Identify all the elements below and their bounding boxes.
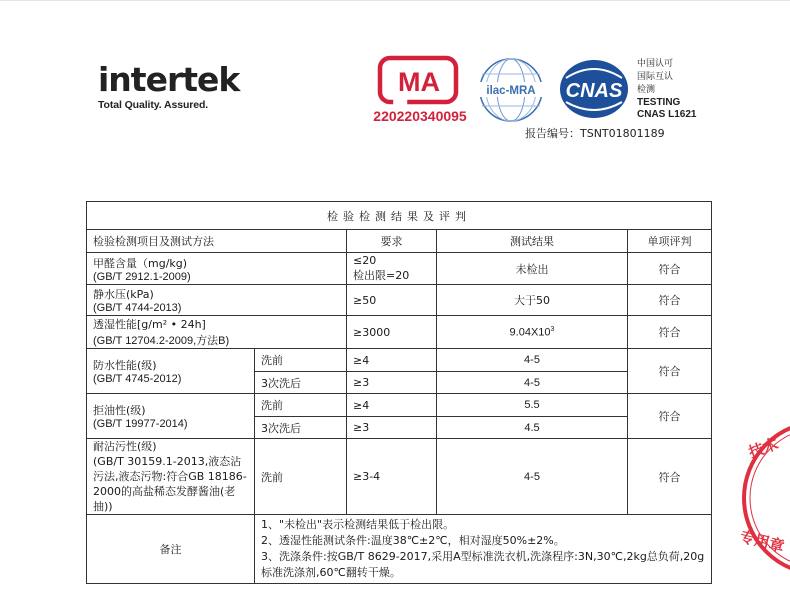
item-method: (GB/T 19977-2014)	[93, 418, 188, 430]
note-line-1: 1、"未检出"表示检测结果低于检出限。	[261, 518, 455, 531]
result-cell: 4-5	[437, 372, 628, 394]
item-name: 耐沾污性(级)	[93, 440, 157, 453]
item-cell	[87, 349, 255, 394]
table-row	[87, 439, 712, 515]
table-row	[87, 349, 712, 372]
requirement-cell: ≥3000	[347, 316, 437, 349]
cnas-mark-icon	[558, 58, 630, 120]
requirement-cell: ≥4	[347, 349, 437, 372]
item-cell	[87, 253, 347, 285]
result-exponent: 3	[550, 325, 555, 333]
cnas-cn-line2: 国际互认	[637, 72, 674, 82]
table-row	[87, 285, 712, 316]
item-method: (GB/T 4745-2012)	[93, 373, 182, 385]
verdict-cell: 符合	[628, 349, 712, 394]
cnas-testing-label: TESTING	[637, 97, 681, 108]
table-row	[87, 253, 712, 285]
ilac-text: ilac-MRA	[486, 85, 536, 97]
item-cell	[87, 316, 347, 349]
cma-text: MA	[398, 67, 440, 97]
result-cell: 4-5	[437, 439, 628, 515]
requirement-cell	[347, 253, 437, 285]
note-line-3: 3、洗涤条件:按GB/T 8629-2017,采用A型标准洗衣机,洗涤程序:3N,30℃,2kg总负荷,20g标准洗涤剂,60℃翻转干燥。	[261, 550, 705, 579]
item-cell	[87, 285, 347, 316]
stamp-text-2: 专用章	[738, 527, 787, 556]
cnas-code: CNAS L1621	[637, 109, 697, 120]
item-name: 拒油性(级)	[93, 404, 146, 417]
result-cell: 未检出	[437, 253, 628, 285]
cma-number: 220220340095	[373, 108, 467, 124]
sub-condition: 洗前	[255, 439, 347, 515]
item-method: (GB/T 12704.2-2009,方法B)	[93, 335, 230, 347]
item-name: 防水性能(级)	[93, 359, 157, 372]
requirement-cell: ≥3	[347, 372, 437, 394]
results-table	[86, 201, 712, 584]
ilac-globe-icon	[477, 56, 545, 124]
col-header-verdict: 单项评判	[628, 230, 712, 253]
requirement-cell: ≥4	[347, 394, 437, 417]
cma-mark-icon	[376, 54, 460, 106]
cnas-text: CNAS	[565, 80, 623, 102]
result-cell: 大于50	[437, 285, 628, 316]
notes-row	[87, 515, 712, 584]
stamp-text-1: 技术	[746, 434, 781, 462]
table-header-row	[87, 230, 712, 253]
item-method: (GB/T 4744-2013)	[93, 302, 182, 314]
cnas-cn-line1: 中国认可	[637, 59, 674, 69]
verdict-cell: 符合	[628, 285, 712, 316]
intertek-logo	[98, 62, 239, 111]
stamp-seal-icon	[735, 418, 790, 578]
col-header-result: 测试结果	[437, 230, 628, 253]
detection-limit: 检出限=20	[353, 269, 410, 282]
item-cell	[87, 394, 255, 439]
requirement-value: ≤20	[353, 254, 377, 267]
table-caption: 检验检测结果及评判	[87, 202, 712, 230]
notes-label: 备注	[87, 515, 255, 584]
item-name: 甲醛含量（mg/kg)	[93, 256, 188, 270]
item-method: (GB/T 2912.1-2009)	[93, 270, 191, 283]
sub-condition: 3次洗后	[255, 372, 347, 394]
top-divider	[0, 0, 790, 1]
report-number: 报告编号：TSNT01801189	[525, 127, 665, 140]
notes-cell	[255, 515, 712, 584]
official-stamp	[735, 418, 790, 578]
cnas-caption	[637, 58, 696, 121]
sub-condition: 3次洗后	[255, 417, 347, 439]
col-header-item: 检验检测项目及测试方法	[87, 230, 347, 253]
note-line-2: 2、透湿性能测试条件:温度38℃±2℃，相对湿度50%±2%。	[261, 534, 565, 547]
table-caption-row	[87, 202, 712, 230]
brand-name: intertek	[98, 60, 240, 99]
item-method: (GB/T 30159.1-2013,液态沾污法,液态污物:符合GB 18186-2000的高盐稀态发酵酱油(老抽))	[93, 455, 247, 513]
col-header-requirement: 要求	[347, 230, 437, 253]
cma-logo	[373, 54, 467, 124]
brand-tagline: Total Quality. Assured.	[98, 99, 209, 111]
table-row	[87, 394, 712, 417]
result-cell	[437, 316, 628, 349]
ilac-mra-logo	[477, 56, 545, 128]
item-name: 透湿性能[g/m² • 24h]	[93, 318, 206, 331]
verdict-cell: 符合	[628, 253, 712, 285]
verdict-cell: 符合	[628, 439, 712, 515]
item-cell	[87, 439, 255, 515]
result-cell: 5.5	[437, 394, 628, 417]
requirement-cell: ≥3	[347, 417, 437, 439]
requirement-cell: ≥50	[347, 285, 437, 316]
item-name: 静水压(kPa)	[93, 288, 154, 301]
result-base: 9.04X10	[509, 326, 551, 339]
result-cell: 4.5	[437, 417, 628, 439]
sub-condition: 洗前	[255, 394, 347, 417]
verdict-cell: 符合	[628, 394, 712, 439]
verdict-cell: 符合	[628, 316, 712, 349]
cnas-cn-line3: 检测	[637, 85, 656, 95]
table-row	[87, 316, 712, 349]
sub-condition: 洗前	[255, 349, 347, 372]
requirement-cell: ≥3-4	[347, 439, 437, 515]
cnas-logo	[558, 58, 630, 124]
result-cell: 4-5	[437, 349, 628, 372]
